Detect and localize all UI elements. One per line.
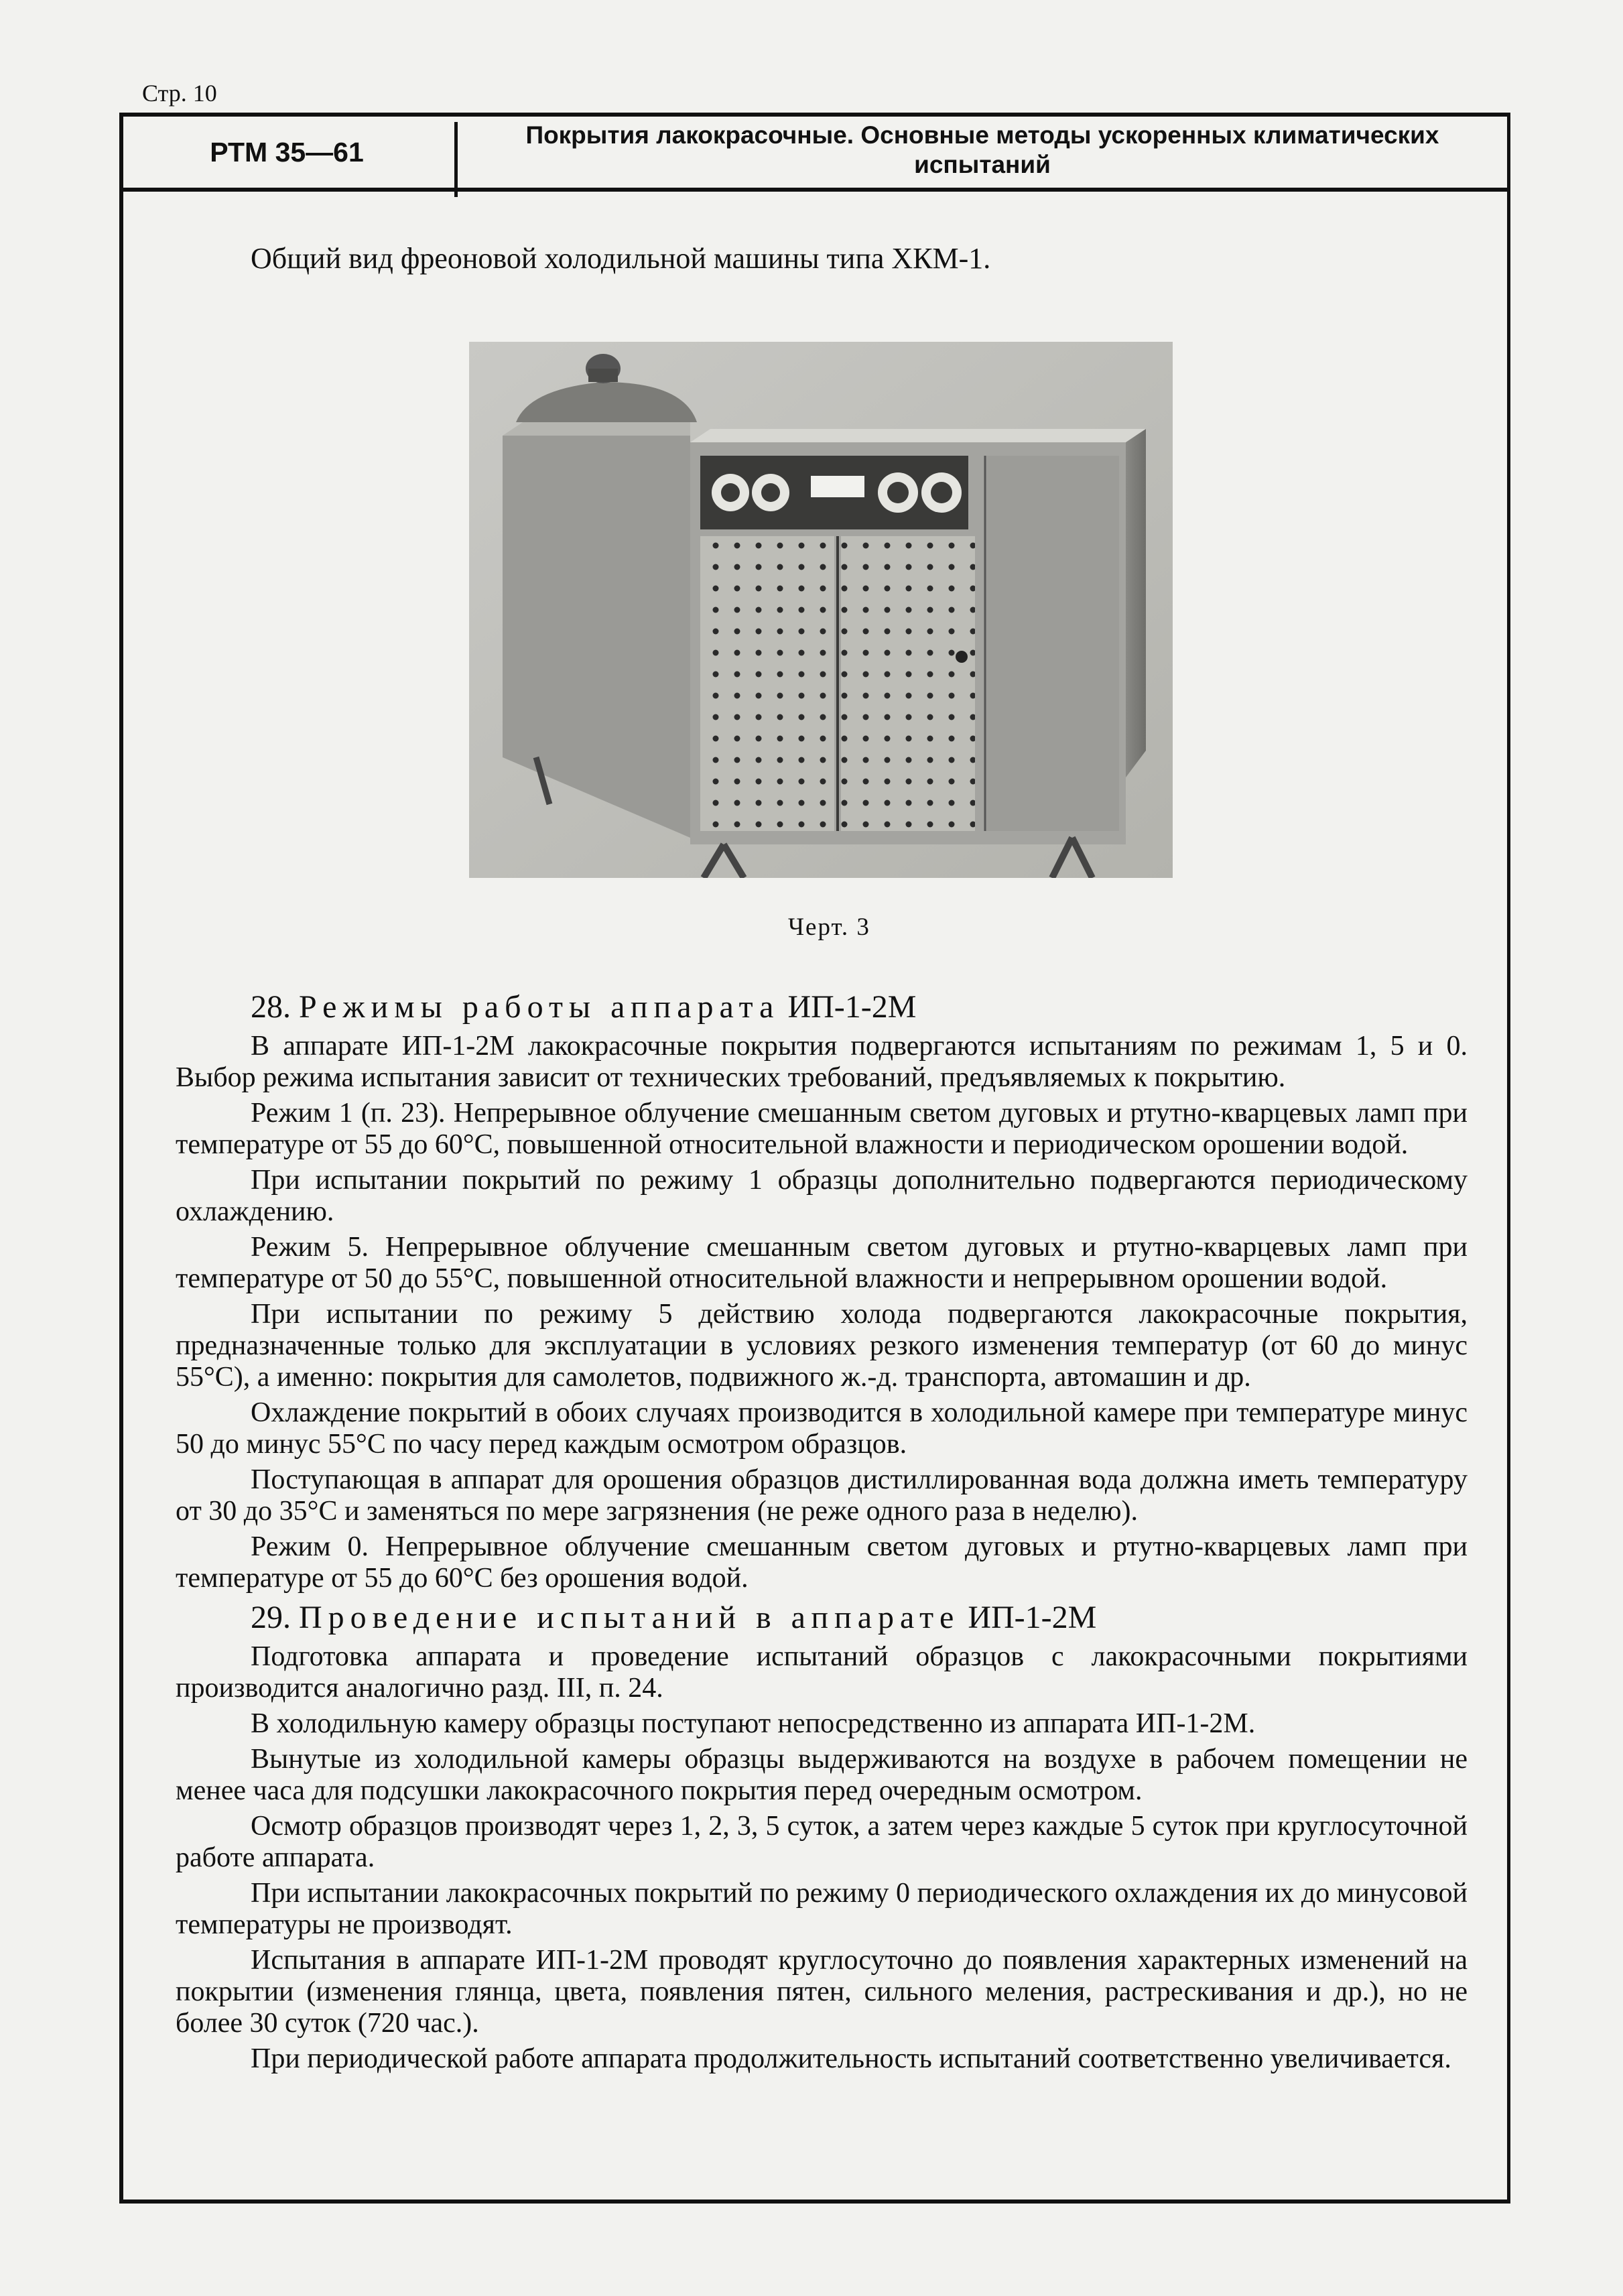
document-code: РТМ 35—61 — [210, 136, 364, 168]
figure-caption: Общий вид фреоновой холодильной машины типа ХКМ-1. — [251, 242, 991, 275]
paragraph: При испытании по режиму 5 действию холода подвергаются лакокрасочные покрытия, предназначенные только для эксплуатации в условиях резкого изменения температур (от 60 до минус 55°С), а именно: покрытия для самолетов, подвижного ж.-д. транспорта, автомашин и др. — [176, 1299, 1468, 1393]
section-number: 28. — [251, 989, 291, 1025]
document-title: Покрытия лакокрасочные. Основные методы ускоренных климатических испытаний — [525, 121, 1439, 178]
document-header — [119, 113, 1510, 192]
paragraph: Поступающая в аппарат для орошения образцов дистиллированная вода должна иметь температуру от 30 до 35°С и заменяться по мере загрязнения (не реже одного раза в неделю). — [176, 1464, 1468, 1527]
section-title: Проведение испытаний в аппарате — [299, 1600, 960, 1635]
paragraph: Осмотр образцов производят через 1, 2, 3, 5 суток, а затем через каждые 5 суток при круглосуточной работе аппарата. — [176, 1811, 1468, 1873]
section-title-suffix: ИП-1-2М — [968, 1600, 1097, 1635]
paragraph: Режим 1 (п. 23). Непрерывное облучение смешанным светом дуговых и ртутно-кварцевых ламп при температуре от 55 до 60°С, повышенной относительной влажности и периодическом орошении водой. — [176, 1098, 1468, 1160]
page-number: Стр. 10 — [142, 80, 217, 107]
body-text — [176, 984, 1468, 2079]
paragraph: В аппарате ИП-1-2М лакокрасочные покрытия подвергаются испытаниям по режимам 1, 5 и 0. Выбор режима испытания зависит от технических требований, предъявляемых к покрытию. — [176, 1031, 1468, 1093]
paragraph: Охлаждение покрытий в обоих случаях производится в холодильной камере при температуре минус 50 до минус 55°С по часу перед каждым осмотром образцов. — [176, 1397, 1468, 1460]
paragraph: При испытании лакокрасочных покрытий по режиму 0 периодического охлаждения их до минусовой температуры не производят. — [176, 1878, 1468, 1940]
section-title-suffix: ИП-1-2М — [787, 989, 917, 1025]
figure-label: Черт. 3 — [788, 913, 870, 941]
header-divider — [454, 122, 458, 197]
section-29-heading — [176, 1598, 1468, 1637]
section-28-heading — [176, 988, 1468, 1027]
paragraph: При периодической работе аппарата продолжительность испытаний соответственно увеличивается. — [251, 2043, 1451, 2074]
refrigeration-machine-photo — [469, 342, 1173, 878]
section-title: Режимы работы аппарата — [299, 989, 780, 1025]
paragraph: Подготовка аппарата и проведение испытаний образцов с лакокрасочными покрытиями производится аналогично разд. III, п. 24. — [176, 1641, 1468, 1704]
paragraph: Вынутые из холодильной камеры образцы выдерживаются на воздухе в рабочем помещении не менее часа для подсушки лакокрасочного покрытия перед очередным осмотром. — [176, 1744, 1468, 1806]
paragraph: В холодильную камеру образцы поступают непосредственно из аппарата ИП-1-2М. — [251, 1708, 1256, 1739]
paragraph: Режим 5. Непрерывное облучение смешанным светом дуговых и ртутно-кварцевых ламп при температуре от 50 до 55°С, повышенной относительной влажности и непрерывном орошении водой. — [176, 1232, 1468, 1294]
section-number: 29. — [251, 1600, 291, 1635]
paragraph: Испытания в аппарате ИП-1-2М проводят круглосуточно до появления характерных изменений на покрытии (изменения глянца, цвета, появления пятен, сильного меления, растрескивания и др.), но не более 30 суток (720 час.). — [176, 1945, 1468, 2039]
paragraph: Режим 0. Непрерывное облучение смешанным светом дуговых и ртутно-кварцевых ламп при температуре от 55 до 60°С без орошения водой. — [176, 1531, 1468, 1594]
paragraph: При испытании покрытий по режиму 1 образцы дополнительно подвергаются периодическому охлаждению. — [176, 1165, 1468, 1227]
